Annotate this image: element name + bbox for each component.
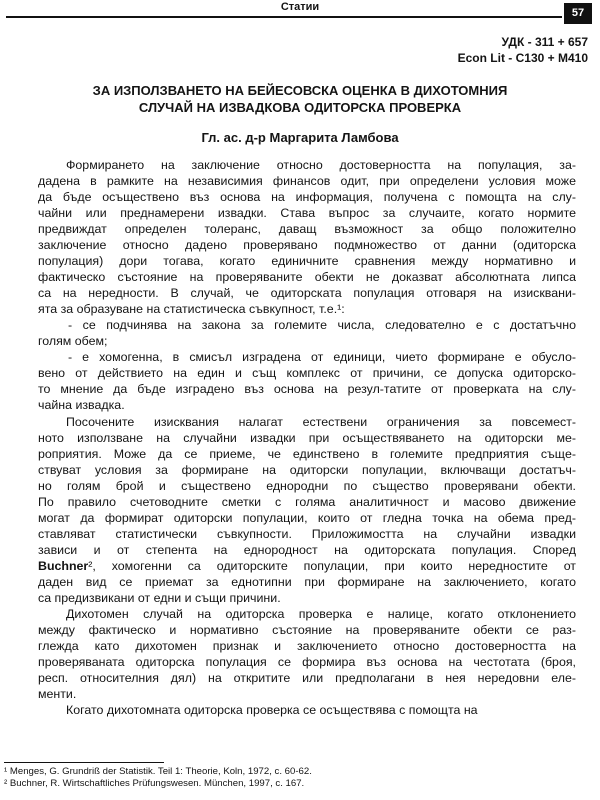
list-item-line: чайна извадка. <box>38 398 125 412</box>
body-line: Buchner², хомогенни са одиторските популации, при които нередностите от <box>38 559 576 573</box>
body-line: зависи и от степента на еднородност на одиторската популация. Според <box>38 543 576 557</box>
list-item-line: голям обем; <box>38 334 108 348</box>
list-item-line: вено от действието на един и същ комплекс от причини, се допуска одиторско- <box>38 366 576 380</box>
body-line: проверяваната одиторска популация се формира въз основа на честотата (броя, <box>38 655 576 669</box>
udc-code: УДК - 311 + 657 <box>501 35 588 49</box>
body-line: ставляват статистически съвкупности. Приложимостта на случайни извадки <box>38 527 576 541</box>
body-line: да бъде осъществено въз основа на информация, получена с помощта на слу- <box>38 190 576 204</box>
body-line: чайни или преднамерени извадки. Става въпрос за случаите, когато нормите <box>38 206 576 220</box>
article-body <box>38 157 576 718</box>
body-line: Когато дихотомната одиторска проверка се осъществява с помощта на <box>66 703 478 717</box>
body-line: заключение относно дадено проверявано подмножество от данни (одиторска <box>38 238 576 252</box>
body-line: са предизвикани от едни и същи причини. <box>38 591 281 605</box>
body-line: Формирането на заключение относно достоверността на популация, за- <box>66 158 576 172</box>
body-line: между фактическо и нормативно състояние на проверяваните обекти се раз- <box>38 623 576 637</box>
body-line: могат да формират одиторски популации, които от гледна точка на обема пред- <box>38 511 576 525</box>
footnote-rule <box>4 762 164 763</box>
body-line: ята за образуване на статистическа съвкупност, т.е.¹: <box>38 302 345 316</box>
title-line: СЛУЧАЙ НА ИЗВАДКОВА ОДИТОРСКА ПРОВЕРКА <box>138 100 462 115</box>
body-line: ното използване на случайни извадки при осъществяването на одиторски ме- <box>38 431 576 445</box>
page-header <box>0 0 600 26</box>
section-label: Статии <box>280 1 320 13</box>
body-line: ствуват условия за формиране на одиторски популации, включващи достатъч- <box>38 463 576 477</box>
econlit-code: Econ Lit - C130 + M410 <box>457 51 588 65</box>
body-line: но голям брой и съществено еднородни по същество проверявани обекти. <box>38 479 576 493</box>
body-line: са на нередности. В случай, че одиторската популация отговаря на изисквани- <box>38 286 576 300</box>
body-line: даден вид се приемат за еднотипни при формиране на заключението, когато <box>38 575 576 589</box>
footnotes <box>4 762 584 790</box>
body-line: глежда като дихотомен признак и заключението относно достоверността на <box>38 639 576 653</box>
body-line: Дихотомен случай на одиторска проверка е налице, когато отклонението <box>66 607 576 621</box>
cited-author: Buchner <box>38 559 89 573</box>
footnote: ² Buchner, R. Wirtschaftliches Prüfungswesen. München, 1997, c. 167. <box>4 778 305 789</box>
article-title <box>0 82 600 116</box>
list-item-line: - е хомогенна, в смисъл изградена от единици, чието формиране е обусло- <box>68 350 576 364</box>
list-item-line: - се подчинява на закона за големите числа, следователно е с достатъчно <box>68 318 576 332</box>
body-line: менти. <box>38 687 77 701</box>
title-line: ЗА ИЗПОЛЗВАНЕТО НА БЕЙЕСОВСКА ОЦЕНКА В ДИХОТОМНИЯ <box>92 83 508 98</box>
author-name: Гл. ас. д-р Маргарита Ламбова <box>201 130 399 145</box>
body-line: фактическо състояние на проверяваните обекти не доказват абсолютната липса <box>38 270 576 284</box>
page-number: 57 <box>564 3 592 24</box>
body-line: Посочените изисквания налагат естествени ограничения за повсемест- <box>66 415 576 429</box>
body-line: популация) дори тогава, когато единичните сравнения между нормативно и <box>38 254 576 268</box>
body-line: респ. относителния дял) на откритите или предполагани в нея нередовни еле- <box>38 671 576 685</box>
body-line: дадена в рамките на независимия финансов одит, при определени условия може <box>38 174 576 188</box>
footnote: ¹ Menges, G. Grundriß der Statistik. Teil 1: Theorie, Koln, 1972, c. 60-62. <box>4 766 312 777</box>
body-line: По правило счетоводните сметки с голяма аналитичност и масово движение <box>38 495 576 509</box>
list-item-line: то мнение да бъде изградено въз основа на резул-татите от проверката на слу- <box>38 382 576 396</box>
classification-codes <box>458 34 588 66</box>
header-rule <box>6 16 562 18</box>
body-line: предвиждат определен толеранс, даващ възможност за общо положително <box>38 222 576 236</box>
body-line: роприятия. Може да се приеме, че единствено в големите предприятия същe- <box>38 447 576 461</box>
